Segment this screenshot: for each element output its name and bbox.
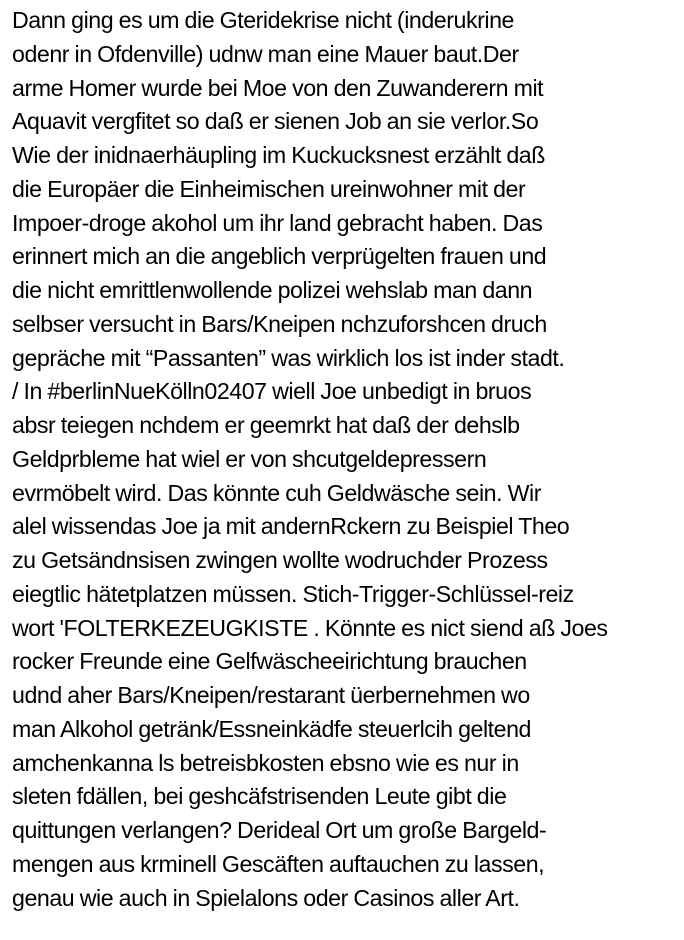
- text-line-3: arme Homer wurde bei Moe von den Zuwanderern mit: [12, 74, 544, 101]
- text-line-25: quittungen verlangen? Derideal Ort um große Bargeld-: [12, 817, 547, 843]
- text-line-10: selbser versucht in Bars/Kneipen nchzuforshcen druch: [12, 310, 547, 337]
- text-line-19: wort 'FOLTERKEZEUGKISTE . Könnte es nict siend aß Joes: [12, 614, 608, 641]
- text-line-21: udnd aher Bars/Kneipen/restarant üerbernehmen wo: [12, 682, 530, 708]
- text-line-27: genau wie auch in Spielalons oder Casinos aller Art.: [12, 884, 520, 911]
- text-line-4: Aquavit vergfitet so daß er sienen Job an sie verlor.So: [12, 108, 539, 135]
- text-line-2: odenr in Ofdenville) udnw man eine Mauer baut.Der: [12, 40, 519, 67]
- text-line-14: Geldprbleme hat wiel er von shcutgeldepressern: [12, 445, 487, 472]
- text-line-20: rocker Freunde eine Gelfwäscheeirichtung brauchen: [12, 648, 527, 675]
- text-line-22: man Alkohol getränk/Essneinkädfe steuerlcih geltend: [12, 715, 532, 742]
- text-line-17: zu Getsändnsisen zwingen wollte wodruchder Prozess: [12, 547, 548, 573]
- text-line-11: gepräche mit “Passanten” was wirklich los ist inder stadt.: [12, 344, 565, 371]
- body-text: [12, 4, 680, 915]
- text-line-9: die nicht emrittlenwollende polizei wehslab man dann: [12, 277, 533, 303]
- text-line-1: Dann ging es um die Gteridekrise nicht (inderukrine: [12, 7, 514, 33]
- text-line-18: eiegtlic hätetplatzen müssen. Stich-Trigger-Schlüssel-reiz: [12, 580, 574, 607]
- text-line-6: die Europäer die Einheimischen ureinwohner mit der: [12, 175, 526, 202]
- text-line-13: absr teiegen nchdem er geemrkt hat daß der dehslb: [12, 412, 520, 438]
- text-line-7: Impoer-droge akohol um ihr land gebracht haben. Das: [12, 209, 543, 236]
- text-line-26: mengen aus krminell Gescäften auftauchen zu lassen,: [12, 850, 545, 877]
- text-line-16: alel wissendas Joe ja mit andernRckern zu Beispiel Theo: [12, 513, 570, 540]
- text-line-5: Wie der inidnaerhäupling im Kuckucksnest erzählt daß: [12, 142, 545, 168]
- text-line-8: erinnert mich an die angeblich verprügelten frauen und: [12, 243, 547, 270]
- text-line-23: amchenkanna ls betreisbkosten ebsno wie es nur in: [12, 749, 519, 776]
- text-line-15: evrmöbelt wird. Das könnte cuh Geldwäsche sein. Wir: [12, 479, 541, 506]
- text-line-12: / In #berlinNueKölln02407 wiell Joe unbedigt in bruos: [12, 378, 532, 405]
- text-line-24: sleten fdällen, bei geshcäfstrisenden Leute gibt die: [12, 783, 507, 810]
